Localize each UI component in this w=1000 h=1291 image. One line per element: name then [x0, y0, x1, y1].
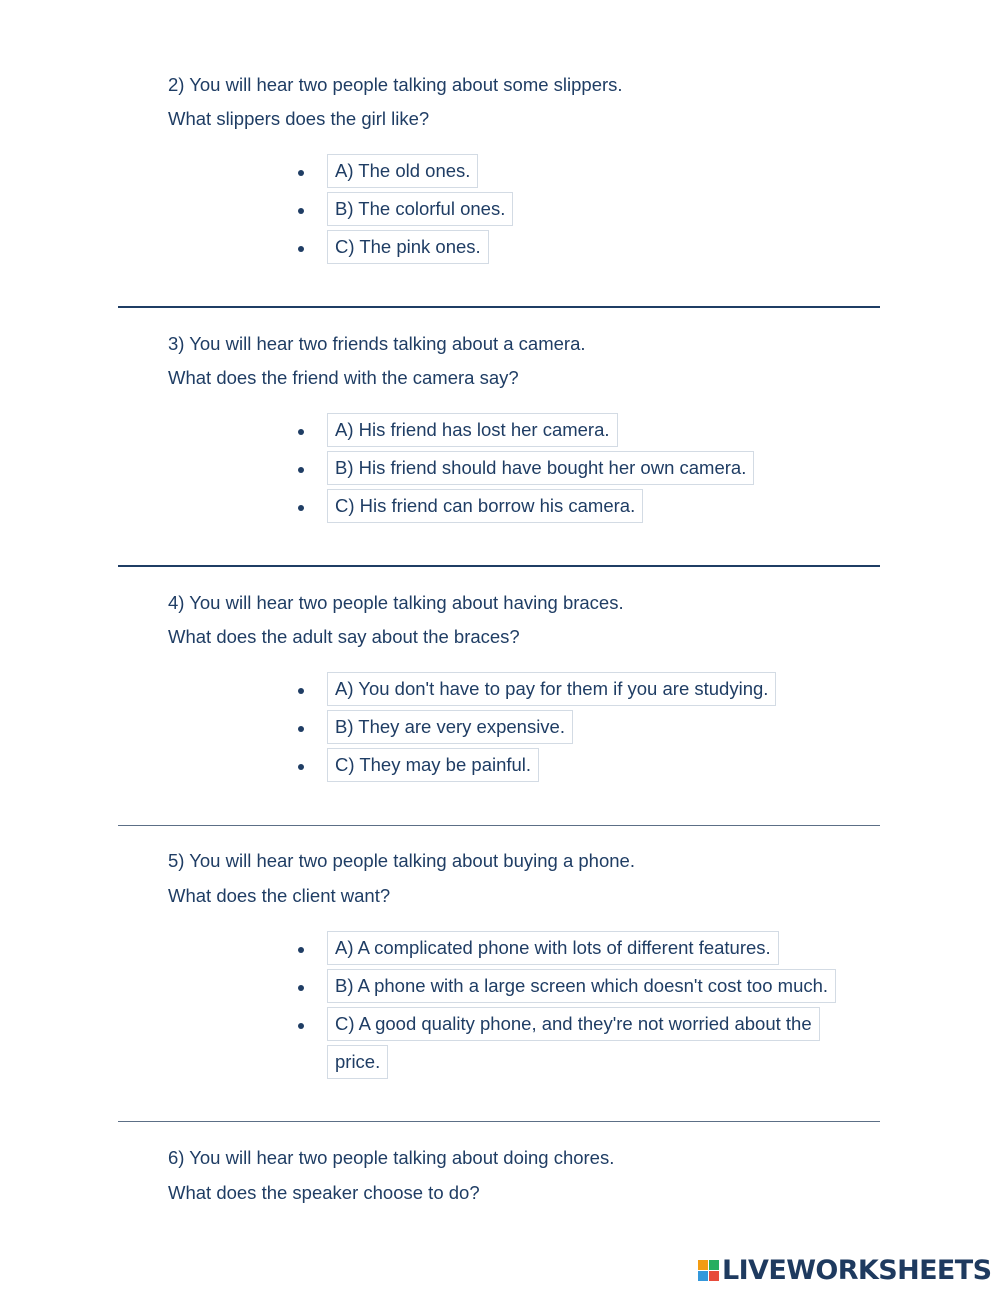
question-3-prompt: 3) You will hear two friends talking about a camera. [168, 333, 586, 354]
liveworksheets-logo [698, 1254, 991, 1286]
question-6-prompt: 6) You will hear two people talking about doing chores. [168, 1147, 615, 1168]
bullet-icon [298, 947, 304, 953]
q3-option-a[interactable]: A) His friend has lost her camera. [327, 413, 618, 447]
bullet-icon [298, 985, 304, 991]
question-5-prompt: 5) You will hear two people talking about buying a phone. [168, 850, 635, 871]
question-4-text: What does the adult say about the braces? [168, 626, 520, 647]
question-2-text: What slippers does the girl like? [168, 108, 430, 129]
bullet-icon [298, 688, 304, 694]
bullet-icon [298, 170, 304, 176]
divider [118, 306, 880, 308]
divider [118, 1121, 880, 1122]
q4-option-b[interactable]: B) They are very expensive. [327, 710, 573, 744]
q3-option-b[interactable]: B) His friend should have bought her own camera. [327, 451, 754, 485]
bullet-icon [298, 1023, 304, 1029]
bullet-icon [298, 505, 304, 511]
divider [118, 565, 880, 567]
q5-option-c[interactable]: C) A good quality phone, and they're not worried about the [327, 1007, 820, 1041]
question-3-text: What does the friend with the camera say? [168, 367, 519, 388]
question-6-text: What does the speaker choose to do? [168, 1182, 480, 1203]
q2-option-b[interactable]: B) The colorful ones. [327, 192, 513, 226]
q3-option-c[interactable]: C) His friend can borrow his camera. [327, 489, 643, 523]
divider [118, 825, 880, 826]
logo-blocks-icon [698, 1260, 719, 1281]
bullet-icon [298, 467, 304, 473]
logo-text: LIVEWORKSHEETS [722, 1254, 992, 1286]
q4-option-c[interactable]: C) They may be painful. [327, 748, 539, 782]
question-4-prompt: 4) You will hear two people talking about having braces. [168, 592, 624, 613]
q5-option-c-continued[interactable]: price. [327, 1045, 388, 1079]
bullet-icon [298, 764, 304, 770]
q4-option-a[interactable]: A) You don't have to pay for them if you are studying. [327, 672, 776, 706]
bullet-icon [298, 208, 304, 214]
q5-option-a[interactable]: A) A complicated phone with lots of different features. [327, 931, 779, 965]
bullet-icon [298, 726, 304, 732]
question-2-prompt: 2) You will hear two people talking about some slippers. [168, 74, 623, 95]
question-5-text: What does the client want? [168, 885, 391, 906]
bullet-icon [298, 246, 304, 252]
q5-option-b[interactable]: B) A phone with a large screen which doesn't cost too much. [327, 969, 836, 1003]
q2-option-c[interactable]: C) The pink ones. [327, 230, 489, 264]
bullet-icon [298, 429, 304, 435]
q2-option-a[interactable]: A) The old ones. [327, 154, 478, 188]
